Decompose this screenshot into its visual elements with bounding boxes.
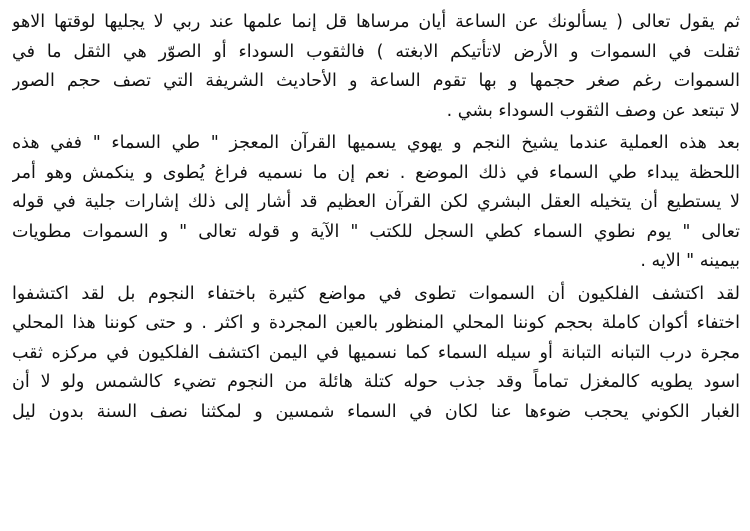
paragraph-2 — [0, 129, 750, 277]
text-line: اللحظة يبداء طي السماء في ذلك الموضع . نعم إن ما نسميه فراغ يُطوى و ينكمش وهو أمر — [12, 162, 740, 183]
text-line: لا يستطيع أن يتخيله العقل البشري لكن القرآن العظيم قد أشار إلى ذلك إشارات جلية في قوله — [12, 192, 740, 212]
paragraph-1 — [0, 8, 750, 126]
text-line: ثقلت في السموات و الأرض لاتأتيكم الابغته ) فالثقوب السوداء أو الصوّر هي الثقل ما في — [12, 41, 740, 62]
text-line: بعد هذه العملية عندما يشيخ النجم و يهوي يسميها القرآن المعجز " طي السماء " ففي هذه — [12, 133, 740, 153]
text-line: مجرة درب التبانه التبانة أو سيله السماء كما نسميها في اليمن اكتشف الفلكيون في مركزه ثقب — [12, 342, 740, 363]
text-line: السموات رغم صغر حجمها و بها تقوم الساعة و الأحاديث الشريفة التي تصف حجم الصور — [12, 71, 740, 91]
text-line: بيمينه " الايه . — [640, 251, 740, 271]
text-line: اسود يطويه كالمغزل تماماً وقد جذب حوله كتلة هائلة من النجوم تضيء كالشمس ولو لا أن — [12, 372, 740, 392]
text-line: لقد اكتشف الفلكيون أن السموات تطوى في مواضع كثيرة باختفاء النجوم بل لقد اكتشفوا — [12, 283, 740, 304]
text-line: تعالى " يوم نطوي السماء كطي السجل للكتب " الآية و قوله تعالى " و السموات مطويات — [12, 221, 740, 242]
text-line: اختفاء أكوان كاملة بحجم كوننا المحلي المنظور بالعين المجردة و اكثر . و حتى كوننا هذا المحلي — [12, 313, 740, 333]
paragraph-3 — [0, 280, 750, 428]
text-line: ثم يقول تعالى ( يسألونك عن الساعة أيان مرساها قل إنما علمها عند ربي لا يجليها لوقتها الاهو — [12, 12, 740, 32]
text-line: الغبار الكوني يحجب ضوءها عنا لكان في السماء شمسين و لمكثنا نصف السنة بدون ليل — [12, 401, 740, 422]
text-line: لا تبتعد عن وصف الثقوب السوداء بشي . — [446, 100, 740, 121]
